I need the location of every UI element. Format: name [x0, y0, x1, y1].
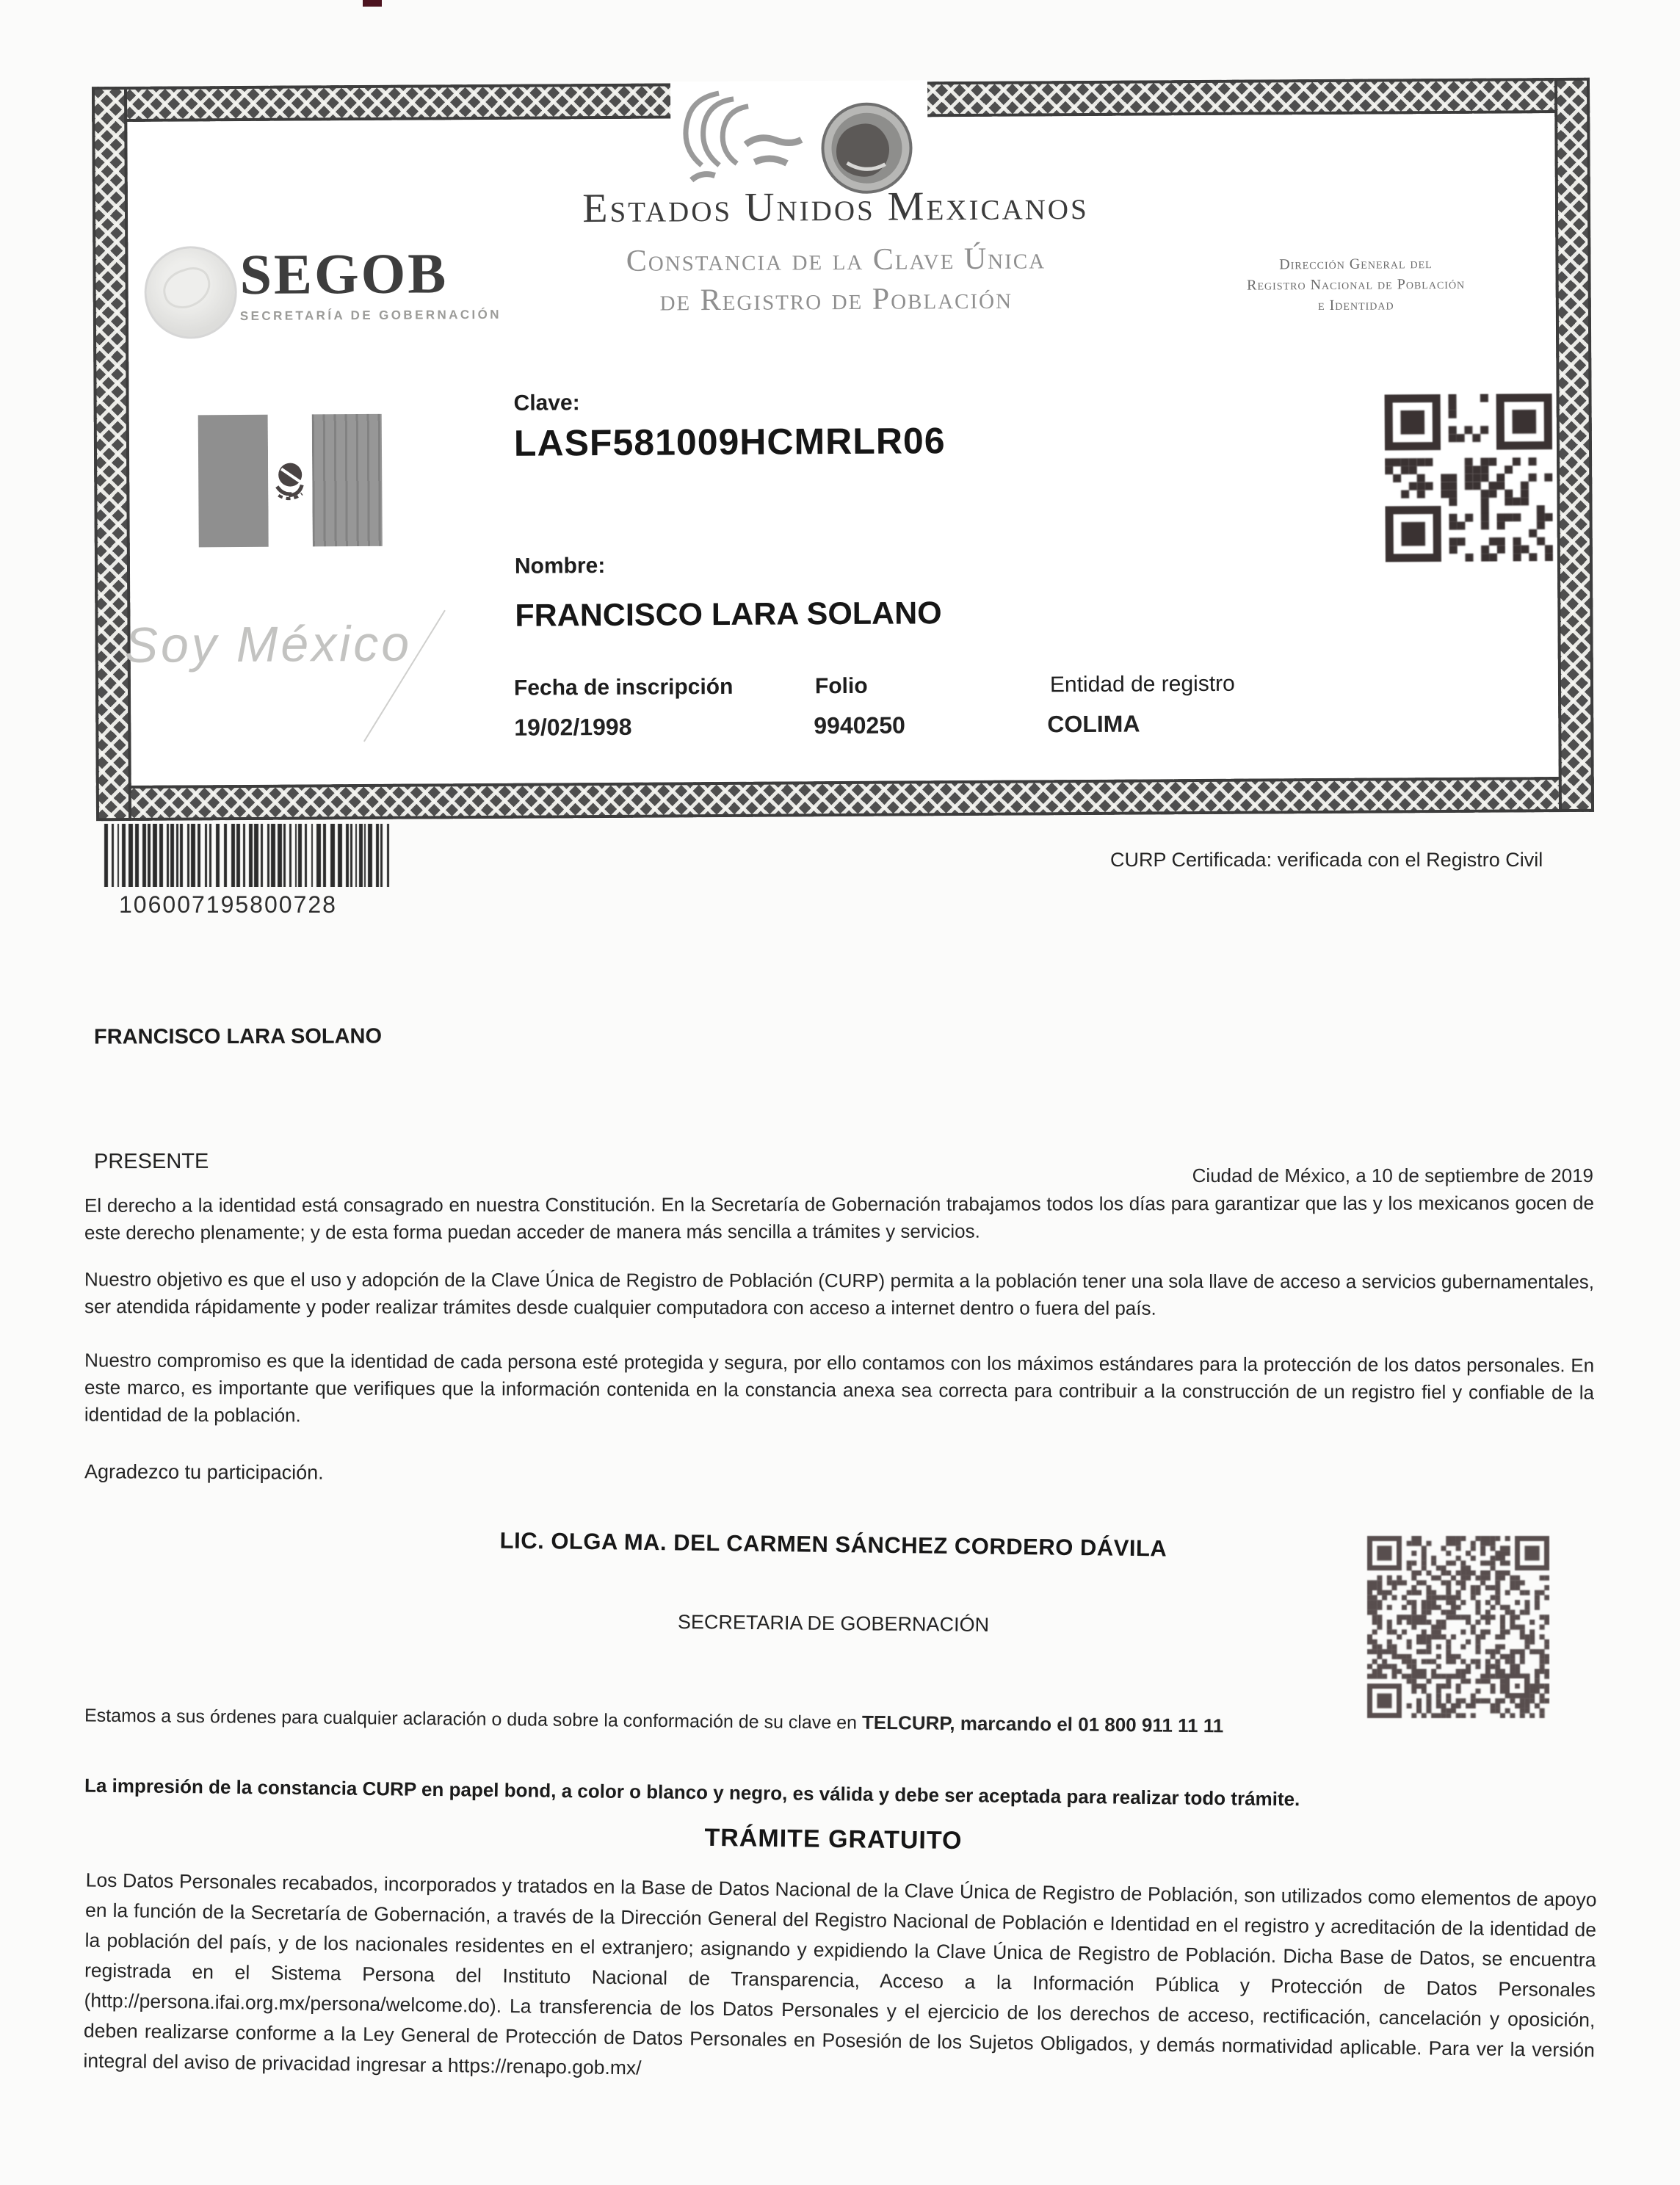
nombre-value: FRANCISCO LARA SOLANO [515, 595, 942, 634]
certificate-border-bottom [96, 777, 1594, 821]
curp-certificate [92, 78, 1594, 821]
flag-center [268, 414, 313, 546]
qr-code-certificate [1385, 394, 1553, 562]
segob-subtitle: SECRETARÍA DE GOBERNACIÓN [239, 307, 502, 324]
letter-paragraph-1: El derecho a la identidad está consagrado en nuestra Constitución. En la Secretaría de Gobernación trabajamos todos los días para garantizar que las y los mexicanos gocen de este derecho plenamente; y de esta forma puedan acceder de manera más sencilla a trámites y servicios. [84, 1192, 1594, 1244]
letter-recipient: FRANCISCO LARA SOLANO [93, 1024, 383, 1049]
fecha-inscripcion-label: Fecha de inscripción [513, 674, 734, 700]
department-line: Registro Nacional de Población [1247, 275, 1466, 294]
barcode [103, 824, 391, 887]
letter-closing: Agradezco tu participación. [84, 1460, 324, 1484]
fecha-inscripcion-value: 19/02/1998 [514, 713, 632, 741]
certificate-border-right [1554, 78, 1594, 812]
letter-dateline: Ciudad de México, a 10 de septiembre de 2019 [1192, 1164, 1593, 1186]
contact-line-bold: TELCURP, marcando el 01 800 911 11 11 [861, 1711, 1224, 1737]
flag-eagle-icon [268, 414, 313, 546]
folio-value: 9940250 [814, 711, 905, 739]
department-block [1161, 253, 1551, 316]
free-procedure-heading: TRÁMITE GRATUITO [704, 1823, 963, 1855]
contact-line [84, 1704, 1224, 1738]
nombre-label: Nombre: [514, 553, 606, 579]
barcode-number: 106007195800728 [119, 891, 337, 918]
entidad-registro-value: COLIMA [1047, 710, 1140, 738]
certificate-border-left [92, 87, 131, 821]
curp-certified-note: CURP Certificada: verificada con el Registro Civil [1110, 849, 1543, 871]
certificate-title: Estados Unidos Mexicanos [582, 182, 1089, 232]
scan-artifact-mark [363, 0, 382, 7]
qr-code-signature [1367, 1536, 1549, 1718]
signer-title: SECRETARIA DE GOBERNACIÓN [677, 1610, 990, 1637]
clave-label: Clave: [513, 391, 580, 416]
entidad-registro-label: Entidad de registro [1049, 671, 1235, 697]
department-line: e Identidad [1317, 297, 1394, 314]
certificate-subtitle-2: de Registro de Población [659, 281, 1013, 318]
contact-line-regular: Estamos a sus órdenes para cualquier aclaración o duda sobre la conformación de su clave en [84, 1705, 863, 1733]
letter-paragraph-2: Nuestro objetivo es que el uso y adopción de la Clave Única de Registro de Población (CURP) permita a la población tener una sola llave de acceso a servicios gubernamentales, ser atendida rápidamente y poder realizar trámites desde cualquier computadora con acceso a internet dentro o fuera del país. [84, 1268, 1595, 1319]
folio-label: Folio [814, 673, 868, 699]
flag-left-bar [198, 415, 269, 548]
soy-mexico-watermark: Soy México [124, 615, 413, 673]
print-validity-notice: La impresión de la constancia CURP en papel bond, a color o blanco y negro, es válida y debe ser aceptada para realizar todo trámite. [84, 1774, 1300, 1811]
signer-name: LIC. OLGA MA. DEL CARMEN SÁNCHEZ CORDERO DÁVILA [499, 1527, 1167, 1562]
certificate-subtitle-1: Constancia de la Clave Única [626, 242, 1046, 278]
segob-eagle-icon [144, 246, 237, 339]
certificate-title-block [468, 181, 1203, 319]
segob-wordmark: SEGOB [239, 241, 449, 307]
letter-salutation: PRESENTE [93, 1149, 209, 1174]
privacy-notice: Los Datos Personales recabados, incorporados y tratados en la Base de Datos Nacional de la Clave Única de Registro de Población, son utilizados como elementos de apoyo en la función de la Secretaría de Gobernación, a través de la Dirección General del Registro Nacional de Población e Identidad en el registro y acreditación de la identidad de la población del país, y de los nacionales residentes en el extranjero; asignando y expidiendo la Clave Única de Registro de Población. Dicha Base de Datos, se encuentra registrada en el Sistema Persona del Instituto Nacional de Transparencia, Acceso a la Información Pública y Protección de Datos Personales (http://persona.ifai.org.mx/persona/welcome.do). La transferencia de los Datos Personales y el ejercicio de los derechos de acceso, rectificación, cancelación y oposición, deben realizarse conforme a la Ley General de Protección de Datos Personales en Posesión de los Sujetos Obligados, y demás normatividad aplicable. Para ver la versión integral del aviso de privacidad ingresar a https://renapo.gob.mx/ [83, 1869, 1597, 2079]
mexican-flag-icon [198, 414, 383, 548]
flag-right-bar [312, 414, 383, 547]
department-line: Dirección General del [1279, 256, 1433, 273]
letter-paragraph-3: Nuestro compromiso es que la identidad de cada persona esté protegida y segura, por ello contamos con los máximos estándares para la protección de los datos personales. En este marco, es importante que verifiques que la información contenida en la constancia anexa sea correcta para contribuir a la construcción de un registro fiel y confiable de la identidad de la población. [84, 1349, 1595, 1427]
clave-value: LASF581009HCMRLR06 [513, 420, 946, 464]
